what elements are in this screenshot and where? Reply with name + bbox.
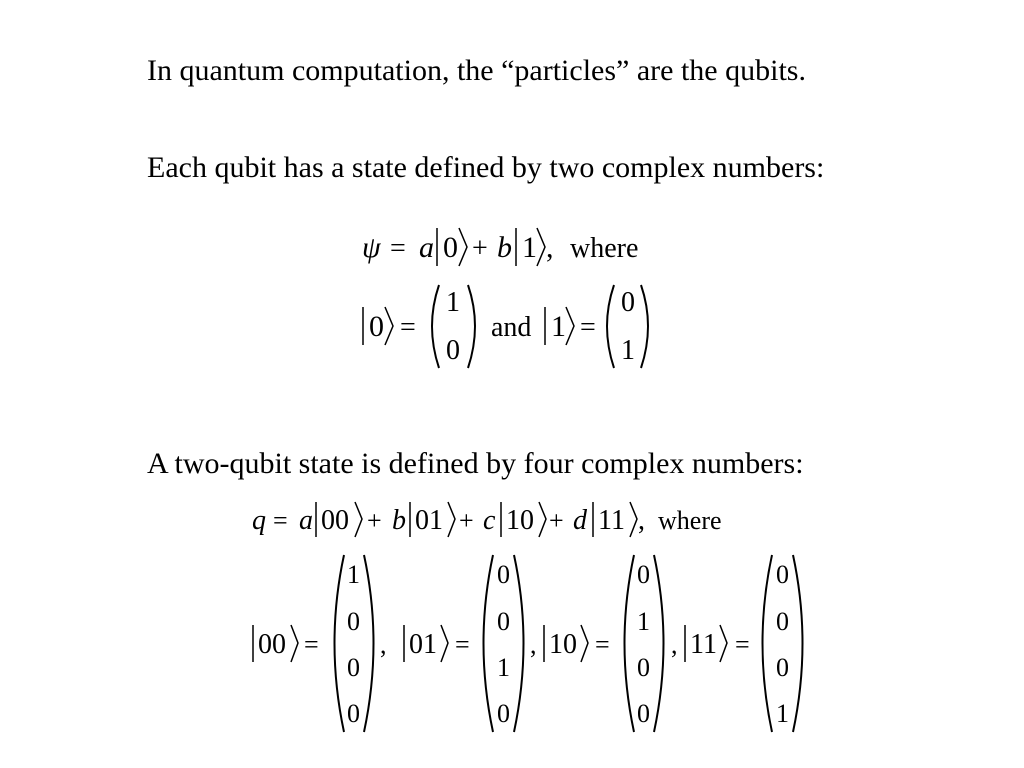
ket-label: 11 bbox=[598, 505, 625, 536]
psi-symbol: ψ bbox=[362, 231, 381, 264]
comma: , bbox=[380, 630, 387, 659]
comma: , bbox=[638, 505, 645, 536]
comma: , bbox=[546, 231, 554, 264]
ket-label: 11 bbox=[690, 629, 717, 660]
right-paren bbox=[654, 555, 664, 732]
left-paren bbox=[335, 555, 345, 732]
vector-entry: 1 bbox=[621, 335, 635, 366]
equals-sign: = bbox=[580, 312, 596, 343]
ket-label: 10 bbox=[506, 505, 534, 536]
ket-label: 1 bbox=[551, 310, 566, 343]
vector-entry: 1 bbox=[446, 287, 460, 318]
plus-sign: + bbox=[549, 506, 564, 535]
equals-sign: = bbox=[390, 233, 406, 264]
ket-bracket bbox=[581, 625, 588, 662]
plus-sign: + bbox=[472, 233, 488, 264]
vector-entry: 1 bbox=[497, 653, 510, 682]
vector-entry: 0 bbox=[776, 560, 789, 589]
plus-sign: + bbox=[367, 506, 382, 535]
equals-sign: = bbox=[735, 630, 750, 659]
equals-sign: = bbox=[304, 630, 319, 659]
and-label: and bbox=[491, 312, 532, 343]
left-paren bbox=[763, 555, 773, 732]
right-paren bbox=[514, 555, 524, 732]
where-label: where bbox=[570, 233, 639, 264]
ket-label: 0 bbox=[369, 310, 384, 343]
ket-label: 00 bbox=[258, 629, 286, 660]
vector-entry: 0 bbox=[776, 653, 789, 682]
vector-entry: 0 bbox=[776, 607, 789, 636]
vector-entry: 0 bbox=[347, 607, 360, 636]
coefficient-a: a bbox=[419, 231, 434, 264]
single-qubit-text: Each qubit has a state defined by two complex numbers: bbox=[147, 151, 825, 184]
vector-entry: 0 bbox=[497, 699, 510, 728]
vector-entry: 1 bbox=[347, 560, 360, 589]
left-paren bbox=[625, 555, 635, 732]
ket-label: 00 bbox=[321, 505, 349, 536]
vector-entry: 0 bbox=[637, 653, 650, 682]
vector-entry: 1 bbox=[637, 607, 650, 636]
vector-entry: 0 bbox=[637, 560, 650, 589]
vector-entry: 0 bbox=[497, 607, 510, 636]
vector-entry: 0 bbox=[347, 699, 360, 728]
intro-text: In quantum computation, the “particles” are the qubits. bbox=[147, 54, 806, 87]
comma: , bbox=[671, 630, 678, 659]
plus-sign: + bbox=[459, 506, 474, 535]
right-paren bbox=[793, 555, 803, 732]
ket-bracket bbox=[720, 625, 727, 662]
equals-sign: = bbox=[455, 630, 470, 659]
vector-entry: 1 bbox=[776, 699, 789, 728]
two-qubit-text: A two-qubit state is defined by four complex numbers: bbox=[147, 447, 804, 480]
state-q: q bbox=[252, 505, 266, 536]
coefficient-c: c bbox=[483, 505, 496, 536]
coefficient-b: b bbox=[497, 231, 512, 264]
coefficient-a: a bbox=[299, 505, 313, 536]
ket-label: 1 bbox=[522, 231, 537, 264]
vector-entry: 0 bbox=[347, 653, 360, 682]
vector-entry: 0 bbox=[446, 335, 460, 366]
ket-label: 0 bbox=[443, 231, 458, 264]
coefficient-b: b bbox=[392, 505, 406, 536]
ket-label: 10 bbox=[549, 629, 577, 660]
right-paren bbox=[364, 555, 374, 732]
vector-entry: 0 bbox=[621, 287, 635, 318]
equals-sign: = bbox=[273, 506, 288, 535]
where-label: where bbox=[658, 506, 722, 535]
ket-bracket bbox=[291, 625, 298, 662]
equals-sign: = bbox=[595, 630, 610, 659]
vector-entry: 0 bbox=[497, 560, 510, 589]
ket-label: 01 bbox=[415, 505, 443, 536]
comma: , bbox=[530, 630, 537, 659]
ket-label: 01 bbox=[409, 629, 437, 660]
equals-sign: = bbox=[400, 312, 416, 343]
ket-bracket bbox=[441, 625, 448, 662]
vector-entry: 0 bbox=[637, 699, 650, 728]
coefficient-d: d bbox=[573, 505, 587, 536]
left-paren bbox=[484, 555, 494, 732]
